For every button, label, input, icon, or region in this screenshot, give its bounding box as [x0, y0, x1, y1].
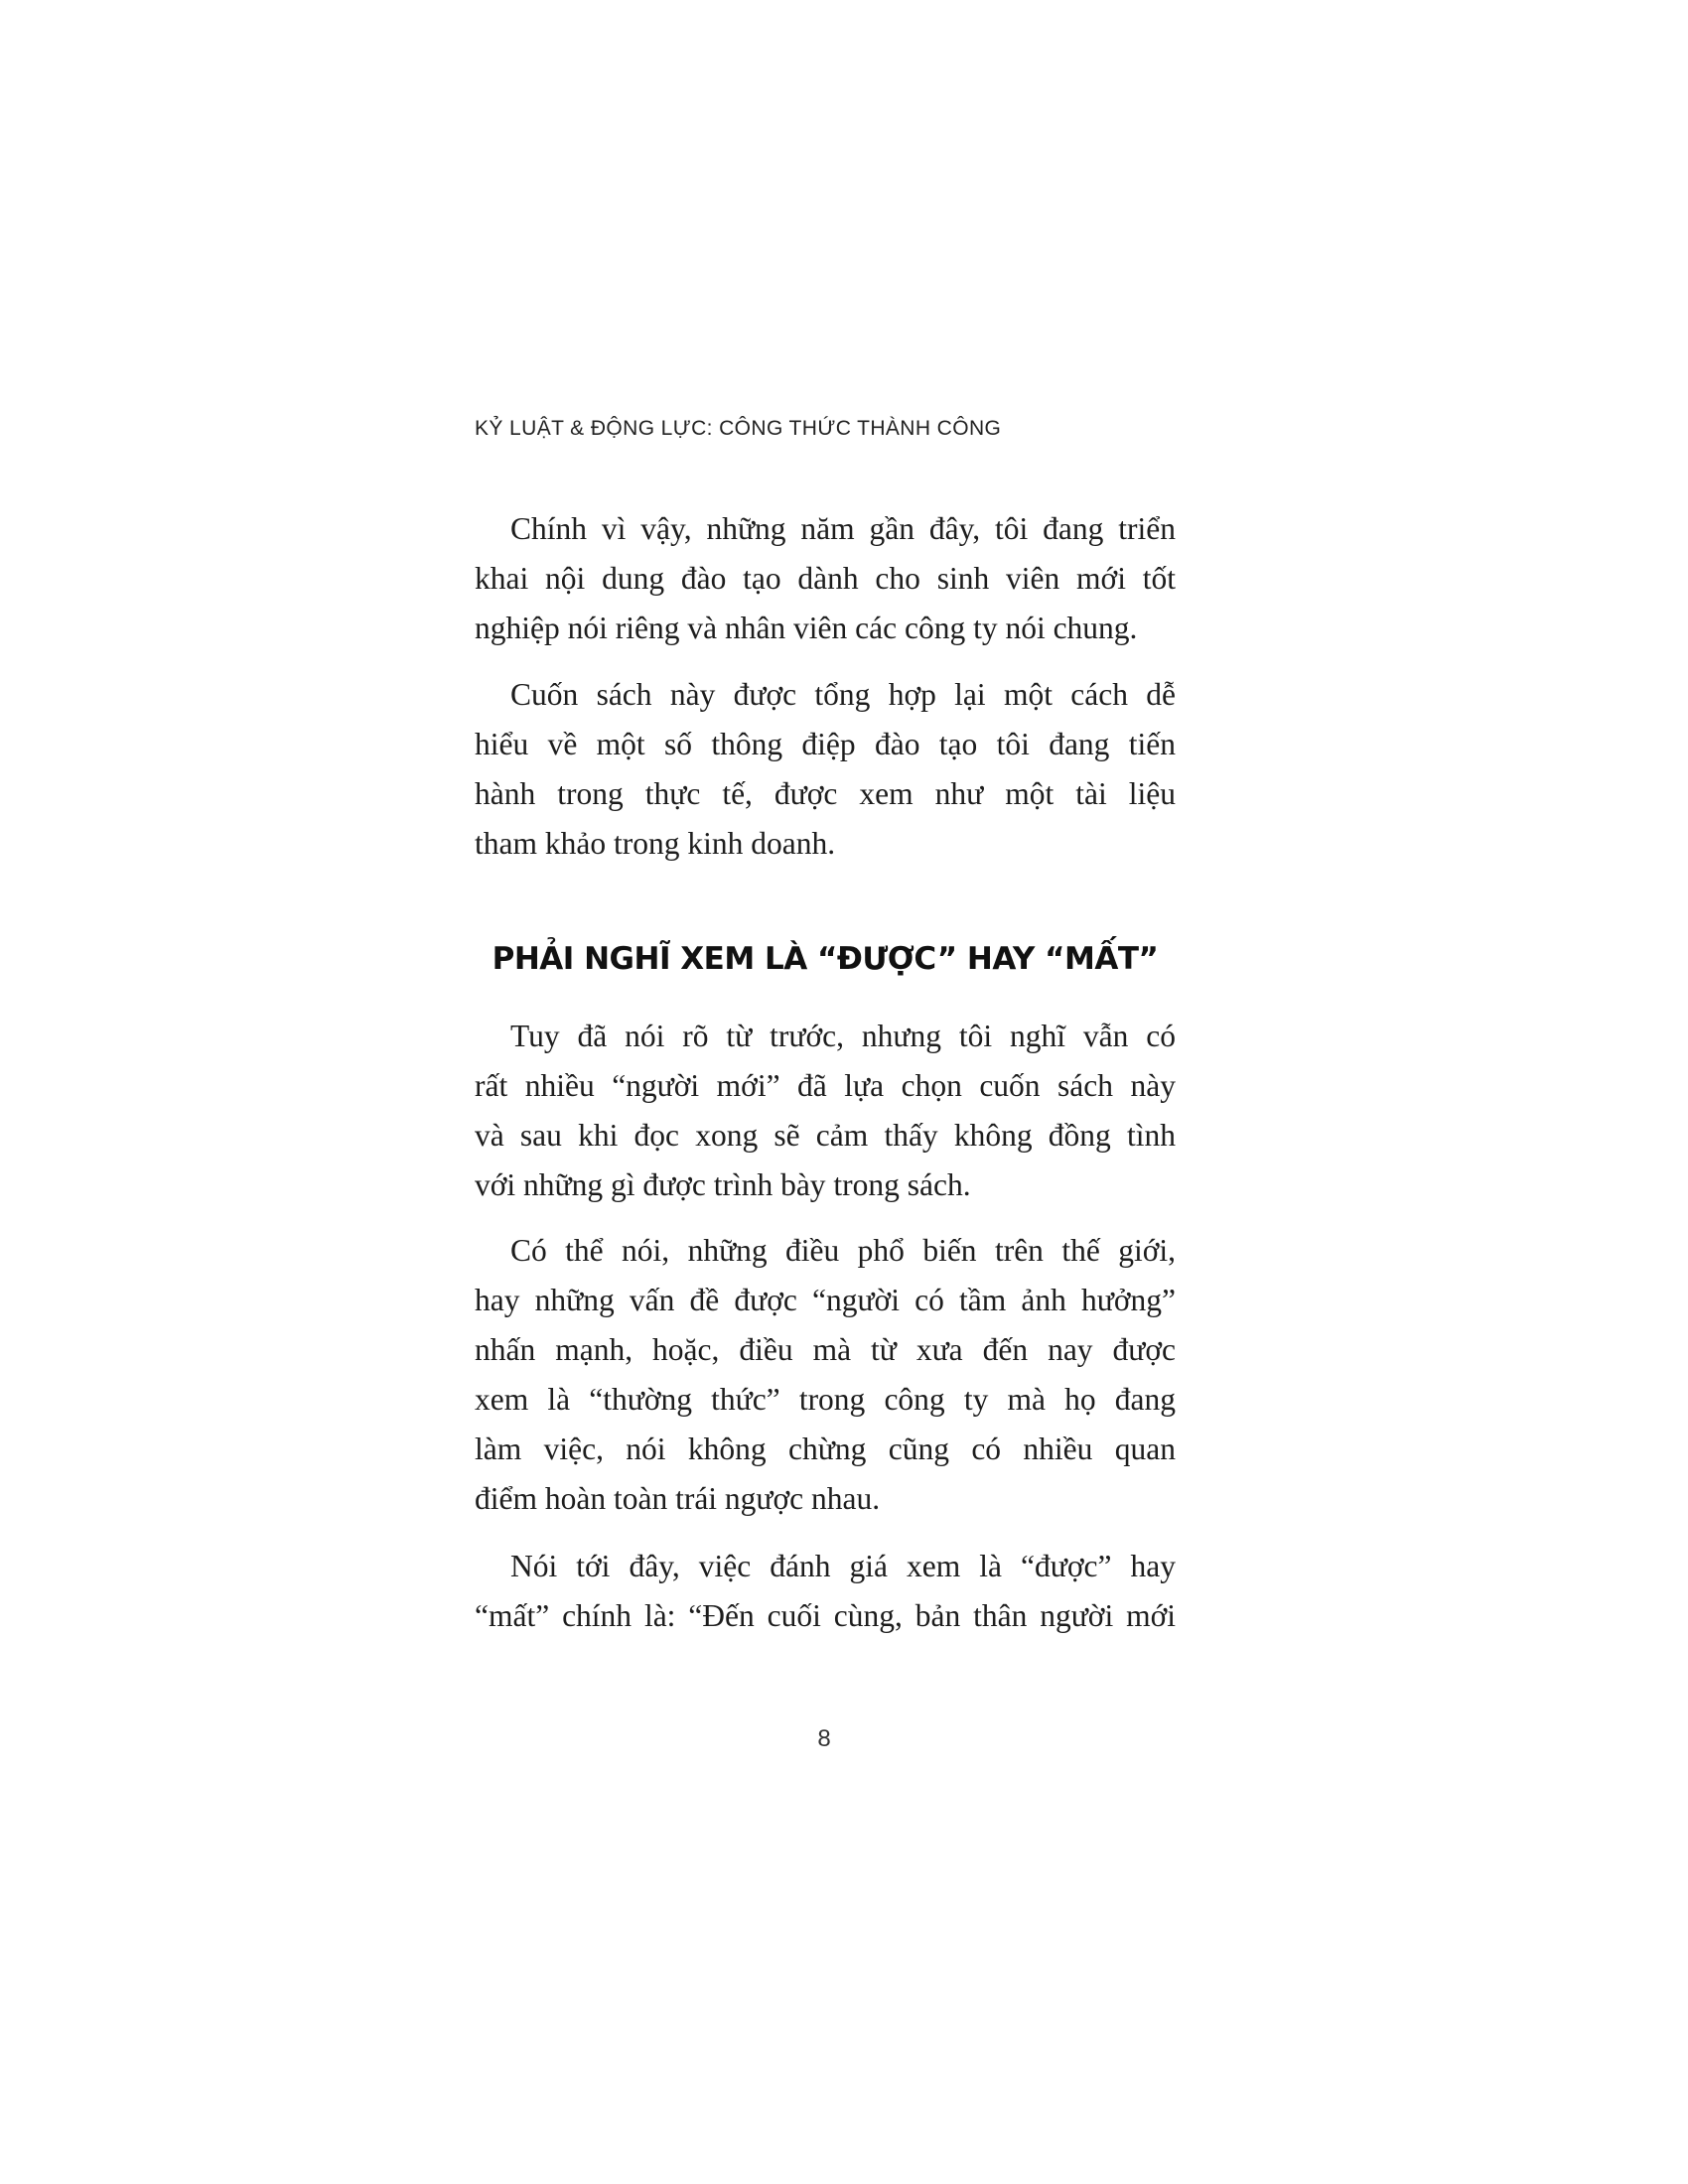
- text-line: Chính vì vậy, những năm gần đây, tôi đang triển: [510, 511, 1176, 546]
- section-paragraph-2: [475, 1226, 1176, 1524]
- text-line: Nói tới đây, việc đánh giá xem là “được” hay: [510, 1549, 1176, 1583]
- section-heading: PHẢI NGHĨ XEM LÀ “ĐƯỢC” HAY “MẤT”: [492, 941, 1159, 977]
- text-line: Có thể nói, những điều phổ biến trên thế giới,: [510, 1233, 1176, 1268]
- text-line: với những gì được trình bày trong sách.: [475, 1167, 971, 1202]
- text-line: và sau khi đọc xong sẽ cảm thấy không đồng tình: [475, 1118, 1176, 1153]
- text-line: làm việc, nói không chừng cũng có nhiều quan: [475, 1432, 1176, 1466]
- text-line: hành trong thực tế, được xem như một tài liệu: [475, 776, 1176, 811]
- intro-paragraph-2: [475, 670, 1176, 869]
- text-line: “mất” chính là: “Đến cuối cùng, bản thân người mới: [475, 1598, 1176, 1633]
- text-line: nghiệp nói riêng và nhân viên các công ty nói chung.: [475, 611, 1138, 645]
- text-line: khai nội dung đào tạo dành cho sinh viên mới tốt: [475, 561, 1176, 596]
- text-line: hay những vấn đề được “người có tầm ảnh hưởng”: [475, 1283, 1176, 1317]
- text-line: Tuy đã nói rõ từ trước, nhưng tôi nghĩ vẫn có: [510, 1019, 1176, 1053]
- text-line: điểm hoàn toàn trái ngược nhau.: [475, 1481, 881, 1516]
- text-line: hiểu về một số thông điệp đào tạo tôi đang tiến: [475, 727, 1176, 761]
- running-head: KỶ LUẬT & ĐỘNG LỰC: CÔNG THỨC THÀNH CÔNG: [475, 417, 1002, 440]
- intro-paragraph-1: [475, 504, 1176, 653]
- text-line: nhấn mạnh, hoặc, điều mà từ xưa đến nay được: [475, 1332, 1176, 1367]
- text-line: Cuốn sách này được tổng hợp lại một cách dễ: [510, 677, 1176, 712]
- section-paragraph-1: [475, 1012, 1176, 1210]
- section-paragraph-3: [475, 1542, 1176, 1641]
- text-line: xem là “thường thức” trong công ty mà họ đang: [475, 1382, 1176, 1417]
- text-line: tham khảo trong kinh doanh.: [475, 826, 836, 861]
- page-number: 8: [817, 1725, 831, 1752]
- text-line: rất nhiều “người mới” đã lựa chọn cuốn sách này: [475, 1068, 1176, 1103]
